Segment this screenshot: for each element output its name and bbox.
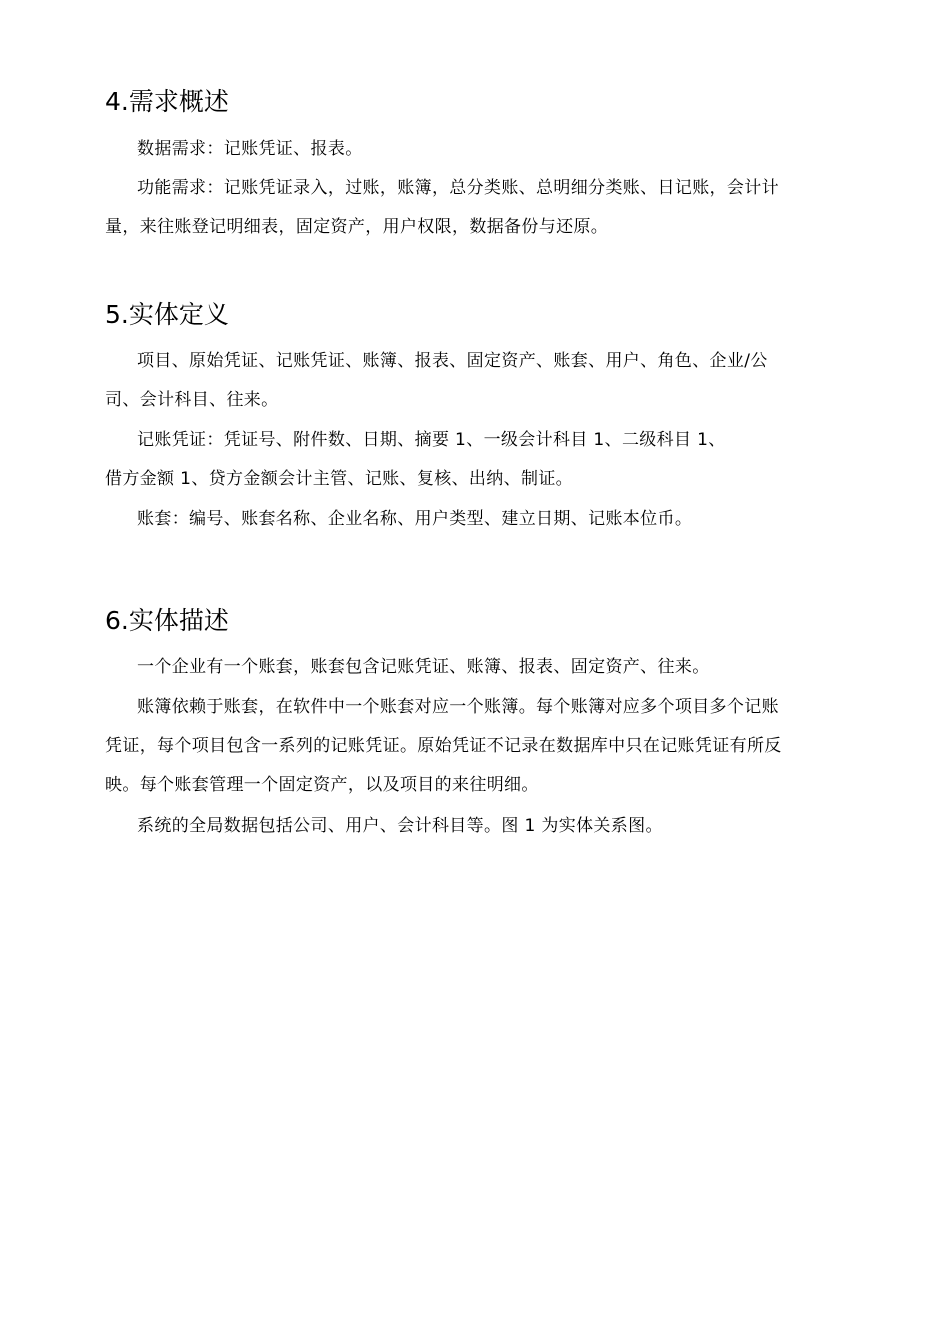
- paragraph-line: 系统的全局数据包括公司、用户、会计科目等。图 1 为实体关系图。: [137, 816, 663, 836]
- paragraph-entity-list: [105, 342, 850, 420]
- paragraph-data-requirements: [105, 130, 850, 169]
- paragraph-enterprise-account-set: [105, 648, 850, 687]
- section-heading-5: 5.实体定义: [105, 300, 229, 329]
- paragraph-ledger-description: [105, 688, 850, 805]
- paragraph-line: 记账凭证：凭证号、附件数、日期、摘要 1、一级会计科目 1、二级科目 1、: [137, 430, 726, 450]
- paragraph-account-set-fields: [105, 500, 850, 539]
- paragraph-line: 司、会计科目、往来。: [105, 390, 279, 410]
- paragraph-line: 一个企业有一个账套，账套包含记账凭证、账簿、报表、固定资产、往来。: [137, 657, 710, 677]
- paragraph-line: 凭证，每个项目包含一系列的记账凭证。原始凭证不记录在数据库中只在记账凭证有所反: [105, 736, 782, 756]
- paragraph-line: 映。每个账套管理一个固定资产，以及项目的来往明细。: [105, 775, 539, 795]
- paragraph-global-data: [105, 807, 850, 846]
- paragraph-line: 量，来往账登记明细表，固定资产，用户权限，数据备份与还原。: [105, 217, 609, 237]
- paragraph-voucher-fields: [105, 421, 850, 499]
- paragraph-line: 账套：编号、账套名称、企业名称、用户类型、建立日期、记账本位币。: [137, 509, 693, 529]
- section-heading-4: 4.需求概述: [105, 87, 229, 116]
- paragraph-line: 借方金额 1、贷方金额会计主管、记账、复核、出纳、制证。: [105, 469, 574, 489]
- section-heading-6: 6.实体描述: [105, 606, 229, 635]
- paragraph-line: 功能需求：记账凭证录入，过账，账簿，总分类账、总明细分类账、日记账，会计计: [137, 178, 779, 198]
- paragraph-line: 数据需求：记账凭证、报表。: [137, 139, 363, 159]
- paragraph-function-requirements: [105, 169, 850, 247]
- paragraph-line: 账簿依赖于账套，在软件中一个账套对应一个账簿。每个账簿对应多个项目多个记账: [137, 697, 779, 717]
- paragraph-line: 项目、原始凭证、记账凭证、账簿、报表、固定资产、账套、用户、角色、企业/公: [137, 351, 768, 371]
